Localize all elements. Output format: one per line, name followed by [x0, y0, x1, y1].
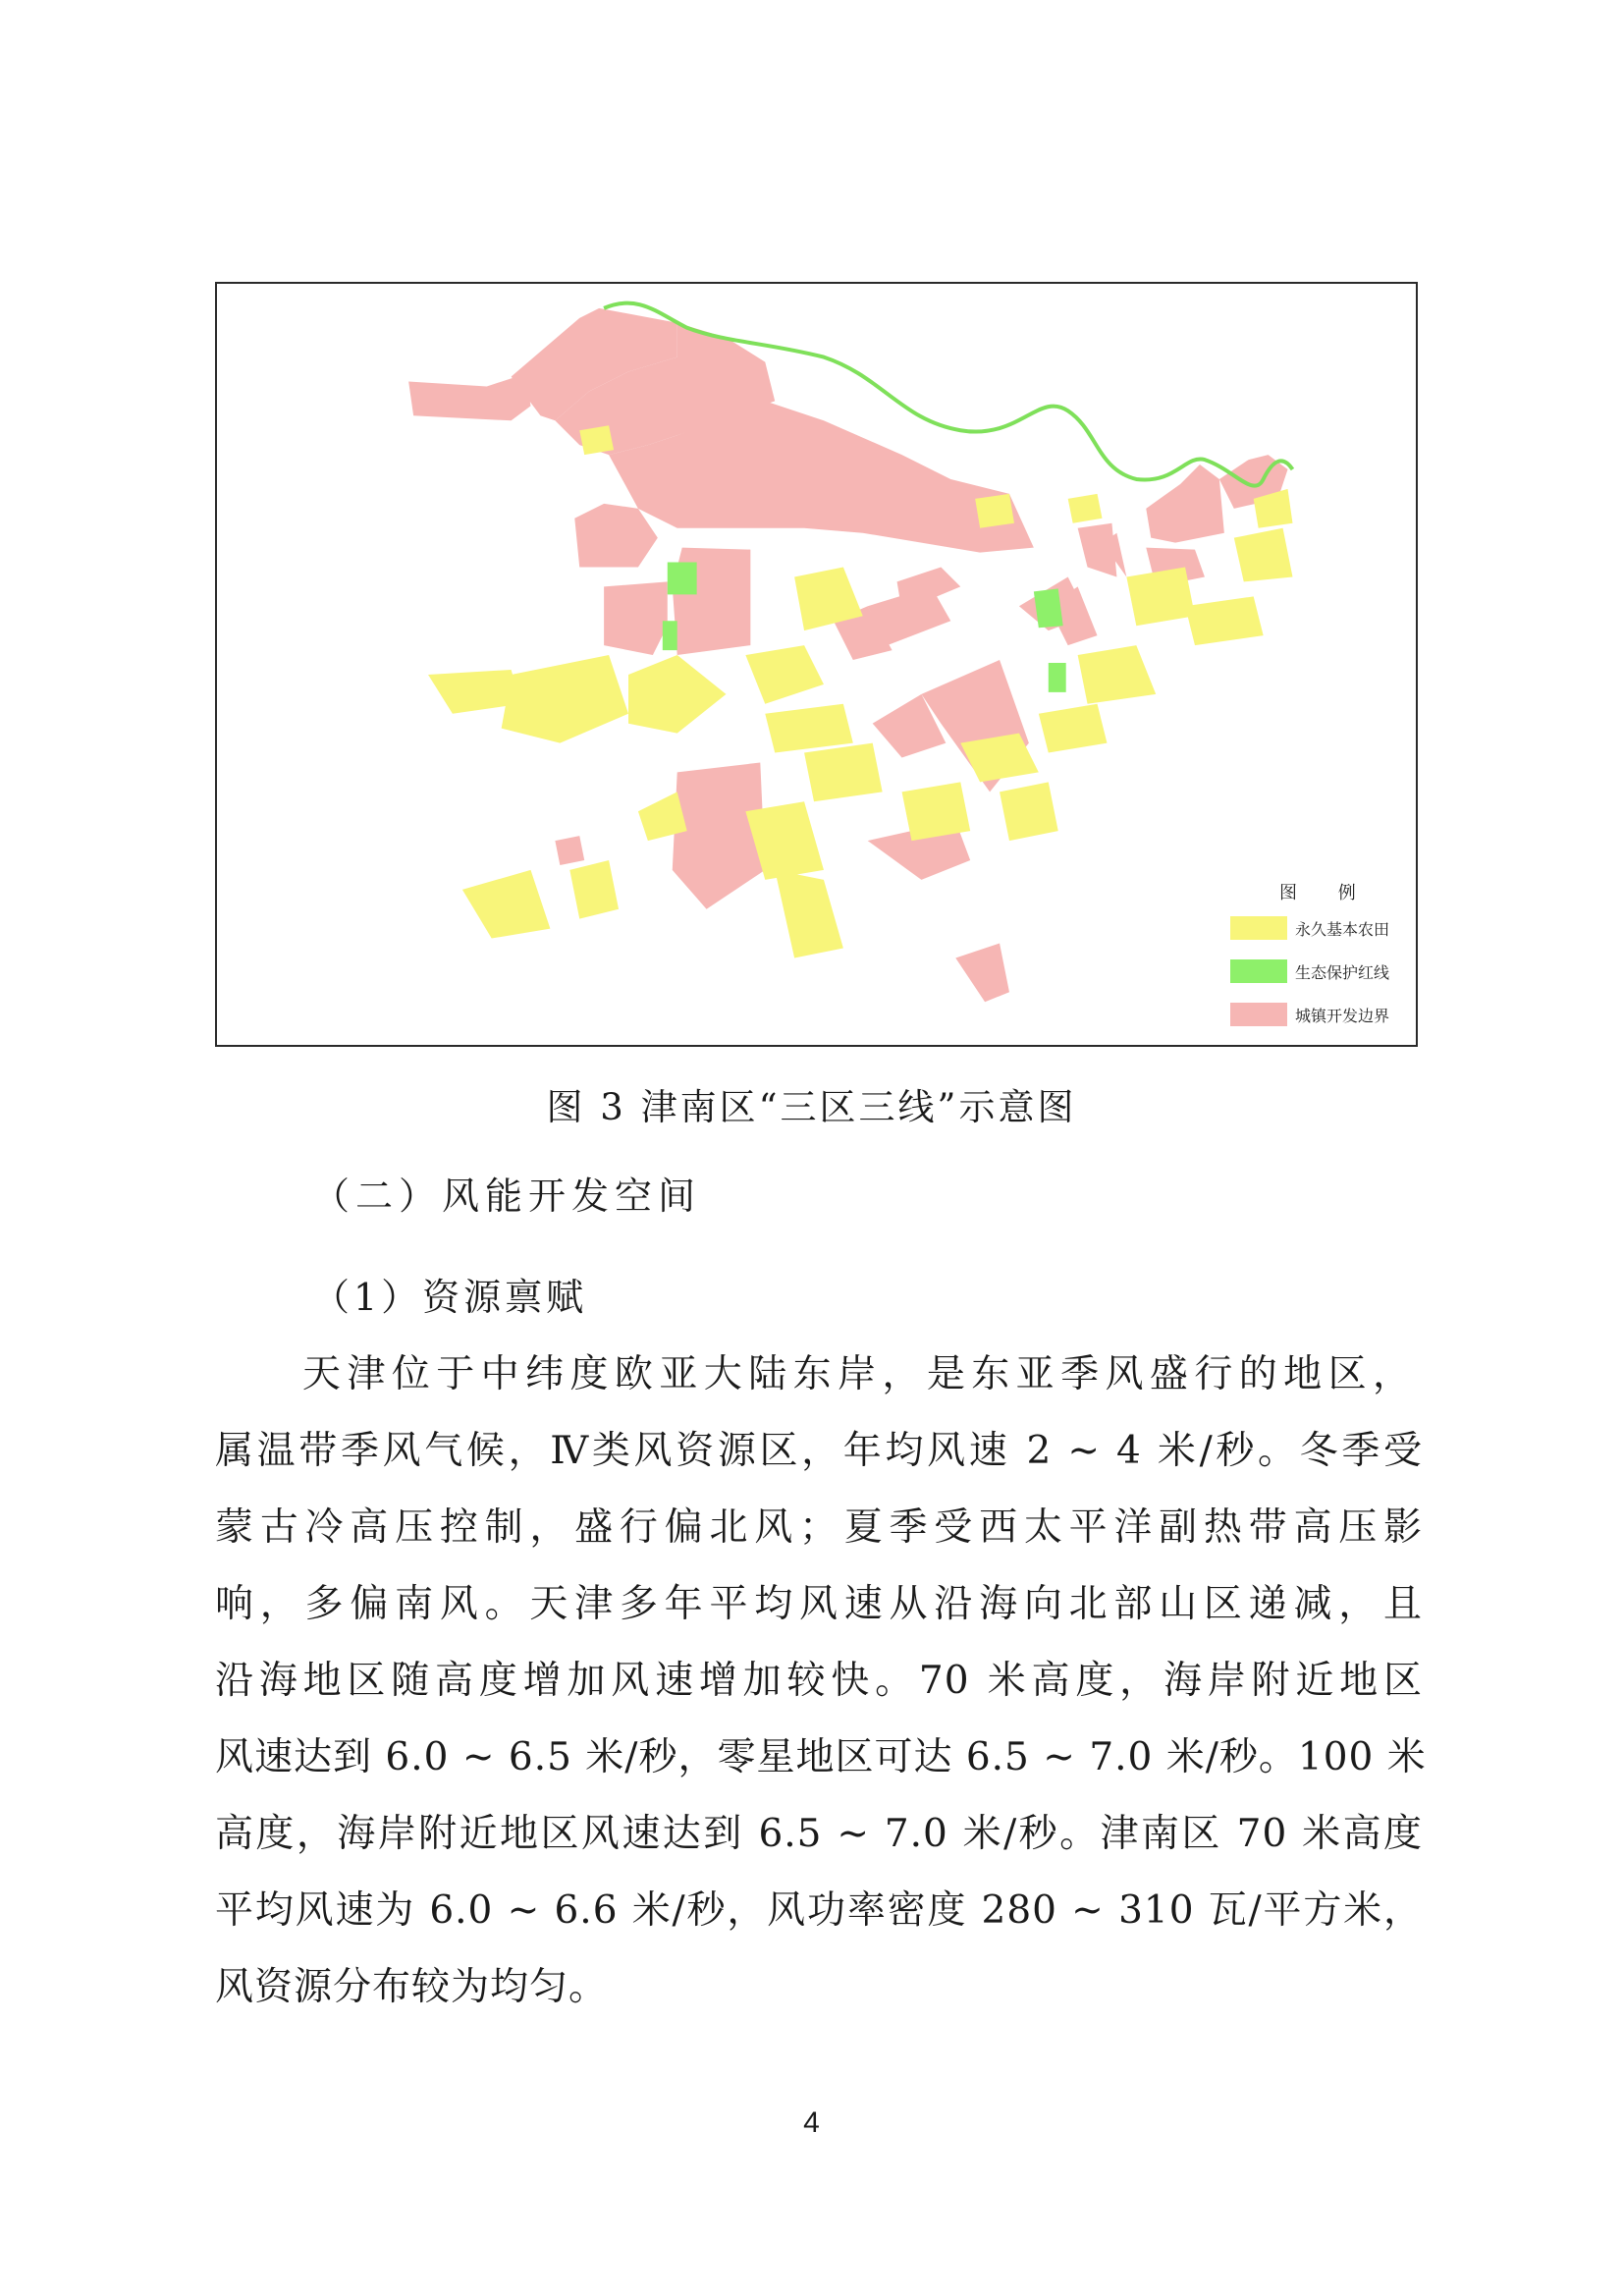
section-heading: （二）风能开发空间 — [312, 1175, 702, 1218]
body-line-7: 高度，海岸附近地区风速达到 6.5 ~ 7.0 米/秒。津南区 70 米高度 — [215, 1812, 1423, 1856]
legend-title: 图 例 — [1279, 883, 1374, 903]
legend-item-ecological — [1230, 957, 1389, 985]
body-line-1: 天津位于中纬度欧亚大陆东岸，是东亚季风盛行的地区， — [302, 1352, 1412, 1396]
figure-caption: 图 3 津南区“三区三线”示意图 — [546, 1086, 1077, 1128]
farmland-swatch — [1230, 916, 1287, 940]
legend-label-ecological: 生态保护红线 — [1295, 962, 1390, 982]
district-map-figure — [215, 282, 1418, 1047]
legend-item-farmland — [1230, 914, 1389, 942]
body-line-4: 响，多偏南风。天津多年平均风速从沿海向北部山区递减，且 — [215, 1582, 1423, 1626]
body-line-6: 风速达到 6.0 ~ 6.5 米/秒，零星地区可达 6.5 ~ 7.0 米/秒。100 米 — [215, 1735, 1427, 1779]
body-line-9: 风资源分布较为均匀。 — [215, 1965, 609, 2009]
legend-label-farmland: 永久基本农田 — [1295, 919, 1390, 939]
body-line-8: 平均风速为 6.0 ~ 6.6 米/秒，风功率密度 280 ~ 310 瓦/平方米， — [215, 1888, 1423, 1933]
urban-boundary-areas — [408, 308, 1287, 1002]
body-line-3: 蒙古冷高压控制，盛行偏北风；夏季受西太平洋副热带高压影 — [215, 1505, 1423, 1550]
page-number: 4 — [803, 2106, 820, 2139]
ecological-swatch — [1230, 959, 1287, 983]
urban-swatch — [1230, 1003, 1287, 1026]
map-legend — [1230, 879, 1407, 1034]
legend-item-urban — [1230, 1001, 1389, 1028]
body-line-5: 沿海地区随高度增加风速增加较快。70 米高度，海岸附近地区 — [215, 1659, 1423, 1703]
body-line-2: 属温带季风气候，Ⅳ类风资源区，年均风速 2 ~ 4 米/秒。冬季受 — [215, 1429, 1423, 1473]
section-subheading: （1）资源禀赋 — [312, 1276, 588, 1319]
legend-label-urban: 城镇开发边界 — [1295, 1006, 1390, 1025]
